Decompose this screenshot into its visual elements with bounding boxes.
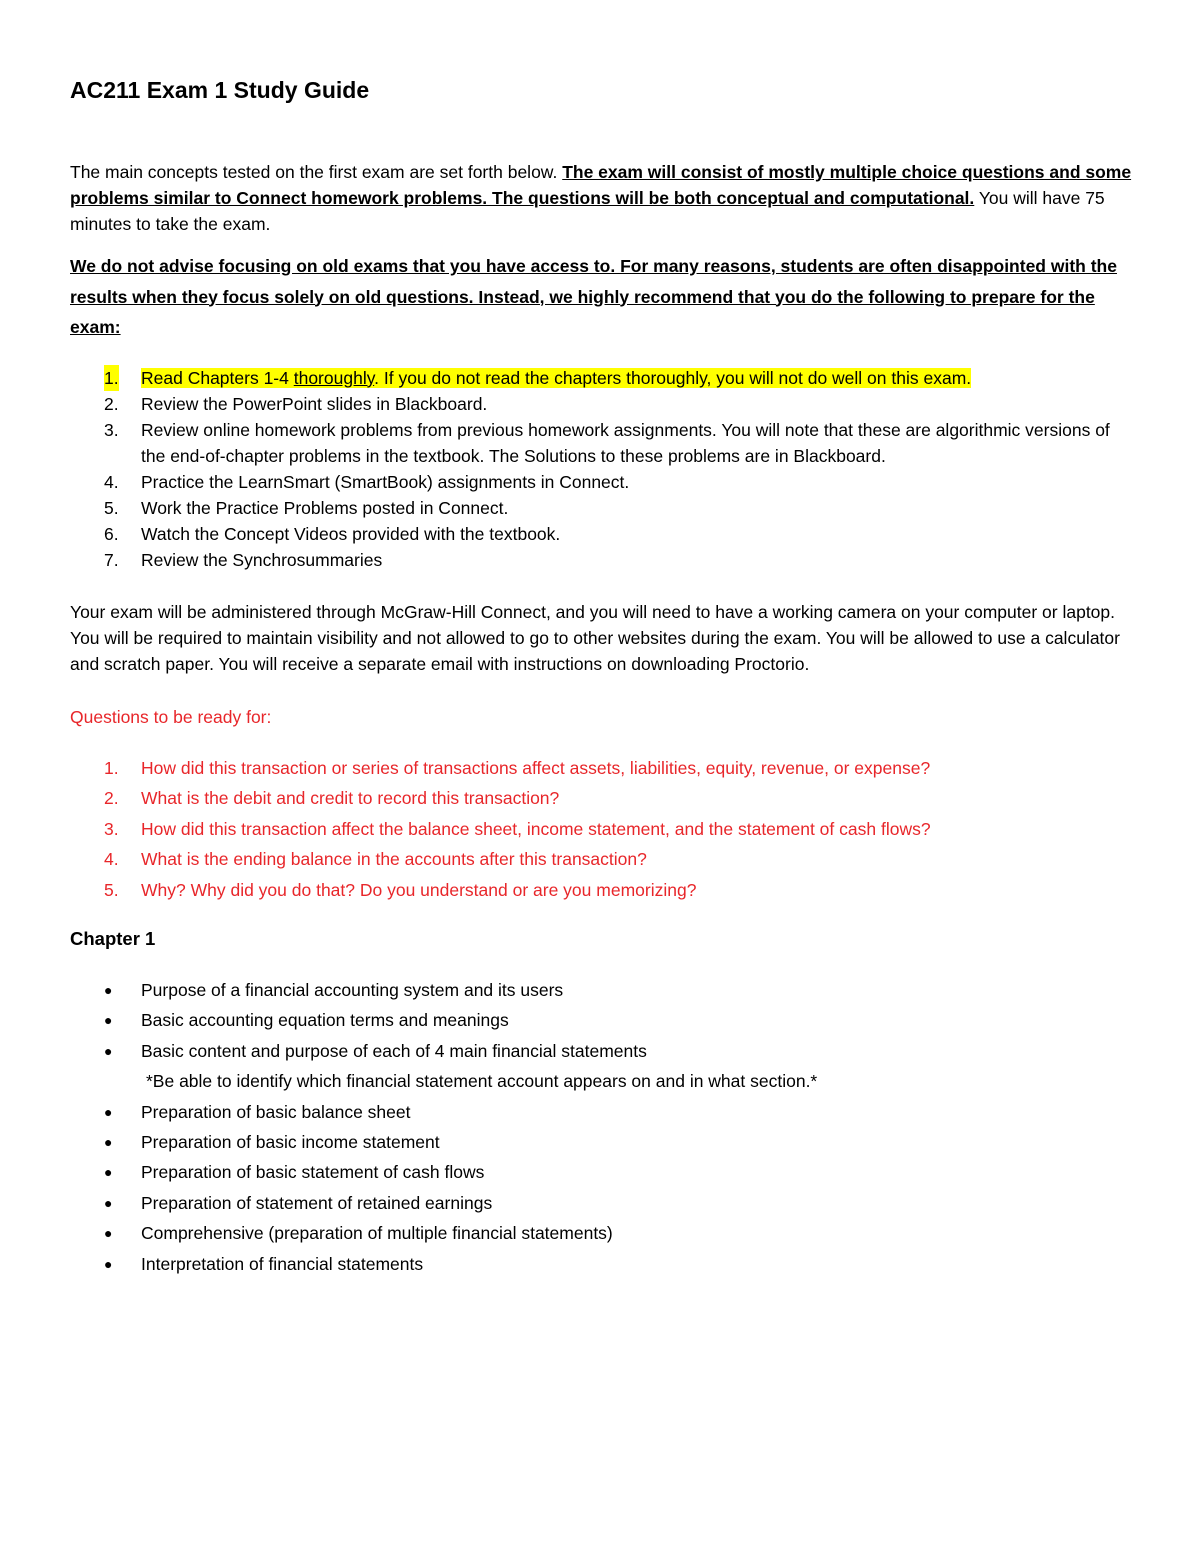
chapter-heading: Chapter 1 (70, 928, 156, 949)
exam-info-paragraph: Your exam will be administered through McGraw-Hill Connect, and you will need to have a working camera on your computer or laptop. You will be required to maintain visibility and not allowed to go to other websites during the exam. You will be allowed to use a calculator and scratch paper. You will receive a separate email with instructions on downloading Proctorio. (70, 601, 1120, 674)
step-text: Review the Synchrosummaries (141, 549, 383, 570)
step-number: 6. (104, 523, 119, 544)
topic-text: Preparation of statement of retained earnings (141, 1192, 493, 1213)
step-text: Practice the LearnSmart (SmartBook) assignments in Connect. (141, 471, 630, 492)
bullet-icon: ● (104, 1012, 113, 1029)
step-1-underlined: thoroughly (293, 367, 375, 388)
topic-text: Basic accounting equation terms and meanings (141, 1010, 509, 1031)
step-1-after: . If you do not read the chapters thoroughly, you will not do well on this exam. (374, 367, 972, 388)
question-item (70, 844, 1132, 875)
intro-paragraph (70, 159, 1132, 237)
study-steps-list (70, 365, 1132, 573)
questions-list (70, 753, 1132, 906)
topic-note: *Be able to identify which financial statement account appears on and in what section.* (146, 1071, 818, 1092)
step-number: 7. (104, 549, 119, 570)
question-text: How did this transaction or series of transactions affect assets, liabilities, equity, revenue, or expense? (141, 757, 931, 778)
question-item (70, 783, 1132, 814)
step-1-text (141, 368, 971, 388)
step-text: Watch the Concept Videos provided with the textbook. (141, 523, 561, 544)
topic-text: Purpose of a financial accounting system and its users (141, 980, 564, 1000)
document-title: AC211 Exam 1 Study Guide (70, 77, 370, 103)
bullet-icon: ● (104, 1255, 113, 1272)
topic-item (70, 1036, 1132, 1066)
question-number: 4. (104, 849, 119, 869)
bullet-icon: ● (104, 1164, 113, 1181)
document-page (70, 74, 1132, 1279)
question-text: What is the debit and credit to record this transaction? (141, 788, 560, 808)
study-step-7 (70, 547, 1132, 573)
questions-heading: Questions to be ready for: (70, 706, 272, 727)
topic-item (70, 1249, 1132, 1279)
topic-item (70, 1097, 1132, 1127)
question-number: 2. (104, 788, 119, 808)
topic-text: Comprehensive (preparation of multiple financial statements) (141, 1223, 613, 1244)
step-number: 4. (104, 471, 119, 492)
question-text: Why? Why did you do that? Do you understand or are you memorizing? (141, 879, 697, 900)
step-number: 1. (104, 365, 119, 391)
topic-item (70, 1127, 1132, 1157)
step-number: 5. (104, 497, 119, 518)
bullet-icon: ● (104, 982, 113, 998)
question-number: 3. (104, 818, 119, 839)
advice-paragraph: We do not advise focusing on old exams that you have access to. For many reasons, students are often disappointed with the results when they focus solely on old questions. Instead, we highly recommend that you do the following to prepare for the exam: (70, 256, 1117, 337)
question-number: 1. (104, 757, 119, 778)
intro-tail-text: You will have 75 minutes to take the exam. (70, 188, 1105, 234)
chapter-topics-list (70, 975, 1132, 1279)
question-item (70, 814, 1132, 845)
intro-plain-text: The main concepts tested on the first exam are set forth below. (70, 162, 563, 182)
study-step-5 (70, 495, 1132, 521)
step-number: 3. (104, 419, 119, 440)
topic-item (70, 1218, 1132, 1248)
topic-item (70, 975, 1132, 1005)
study-step-6 (70, 521, 1132, 547)
question-text: How did this transaction affect the balance sheet, income statement, and the statement of cash flows? (141, 818, 931, 839)
step-text: Work the Practice Problems posted in Connect. (141, 497, 509, 518)
topic-text: Preparation of basic balance sheet (141, 1101, 411, 1122)
bullet-icon: ● (104, 1225, 113, 1242)
bullet-icon: ● (104, 1194, 113, 1211)
step-text: Review online homework problems from previous homework assignments. You will note that these are algorithmic versions of the end-of-chapter problems in the textbook. The Solutions to these problems are in Blackboard. (141, 419, 1110, 466)
topic-text: Interpretation of financial statements (141, 1253, 424, 1274)
study-step-4 (70, 469, 1132, 495)
topic-item (70, 1005, 1132, 1035)
topic-text: Preparation of basic statement of cash flows (141, 1162, 485, 1183)
study-step-1 (70, 365, 1132, 391)
step-number: 2. (104, 393, 119, 414)
step-text: Review the PowerPoint slides in Blackboard. (141, 393, 488, 414)
question-text: What is the ending balance in the accounts after this transaction? (141, 849, 647, 869)
bullet-icon: ● (104, 1134, 113, 1151)
question-number: 5. (104, 879, 119, 900)
topic-text: Preparation of basic income statement (141, 1132, 440, 1153)
question-item (70, 875, 1132, 906)
bullet-icon: ● (104, 1042, 113, 1059)
topic-item (70, 1157, 1132, 1187)
question-item (70, 753, 1132, 784)
topic-text: Basic content and purpose of each of 4 main financial statements (141, 1040, 647, 1061)
topic-item (70, 1188, 1132, 1218)
bullet-icon: ● (104, 1103, 113, 1120)
intro-emphasis-text: The exam will consist of mostly multiple choice questions and some problems similar to Connect homework problems. The questions will be both conceptual and computational. (70, 162, 1132, 208)
step-1-before: Read Chapters 1-4 (141, 367, 294, 388)
study-step-2 (70, 391, 1132, 417)
study-step-3 (70, 417, 1132, 469)
